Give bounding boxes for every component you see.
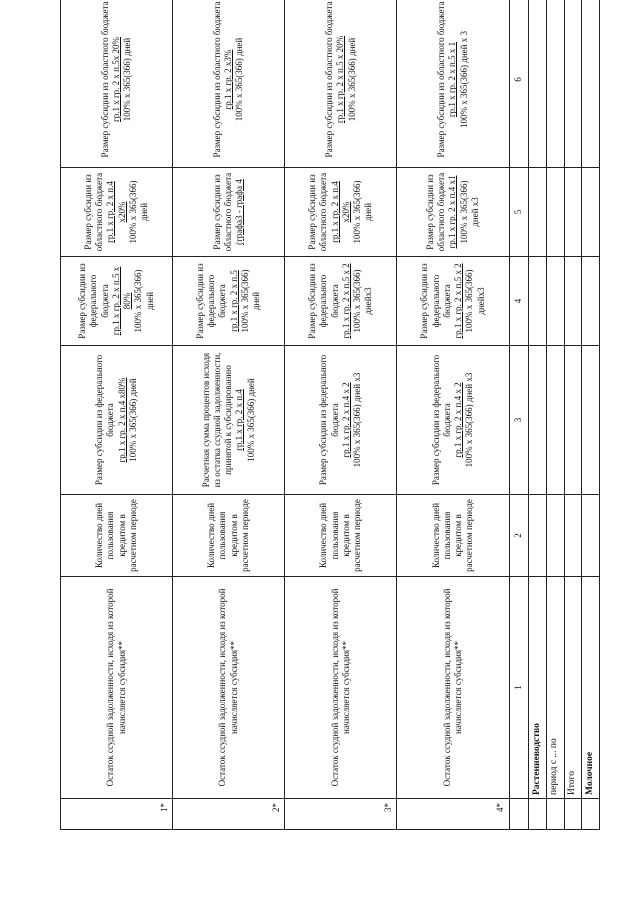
col5-cell bbox=[61, 168, 173, 257]
col4-cell bbox=[285, 257, 397, 346]
col4-cell-title: Размер субсидии из федерального бюджета bbox=[307, 263, 340, 339]
col5-cell-formula: гр.1 х гр. 2 х п.4 х20% bbox=[105, 181, 127, 243]
col6-cell-formula: гр.1 х гр. 2 х п.5 х 1 bbox=[447, 41, 458, 118]
rotated-table-sheet bbox=[60, 1, 600, 830]
summary-label-period: период с ... по bbox=[546, 577, 564, 799]
days-count-cell: Количество дней пользования кредитом в расчетном периоде bbox=[61, 495, 173, 577]
col6-cell bbox=[397, 0, 509, 168]
col4-cell bbox=[397, 257, 509, 346]
column-number: 3 bbox=[509, 346, 529, 495]
col5-cell-denominator: 100% х 365(366) дней х3 bbox=[458, 180, 480, 244]
col3-cell bbox=[61, 346, 173, 495]
summary-empty-cell bbox=[546, 168, 564, 257]
col6-cell-denominator: 100% х 365(366) дней bbox=[122, 37, 133, 122]
summary-empty-cell bbox=[546, 0, 564, 168]
subsidy-calculation-table bbox=[60, 0, 600, 830]
col5-cell bbox=[397, 168, 509, 257]
table-row bbox=[285, 0, 397, 830]
summary-row-blank bbox=[546, 799, 564, 830]
summary-empty-cell bbox=[529, 495, 547, 577]
col4-cell-title: Размер субсидии из федерального бюджета bbox=[419, 263, 452, 339]
col6-cell-formula: гр.1 х гр. 2 х п.5х 20% bbox=[110, 37, 121, 122]
col6-cell-formula: гр.1 х гр. 2 х3% bbox=[223, 49, 234, 110]
table-row bbox=[397, 0, 509, 830]
col6-cell-denominator: 100% х 365(366) дней bbox=[234, 37, 245, 122]
days-count-cell: Количество дней пользования кредитом в расчетном периоде bbox=[285, 495, 397, 577]
col3-cell-formula: гр.1 х гр. 2 х п.4 х 2 bbox=[340, 382, 351, 458]
col3-cell-denominator: 100% х 365(366) дней bbox=[245, 378, 256, 462]
loan-balance-cell: Остаток ссудной задолженности, исходя из которой начисляется субсидия** bbox=[397, 577, 509, 799]
col3-cell-title: Размер субсидии из федерального бюджета bbox=[94, 354, 116, 486]
col4-cell-denominator: 100% х 365(366) дней bbox=[239, 269, 262, 333]
summary-empty-cell bbox=[564, 346, 582, 495]
col5-cell bbox=[173, 168, 285, 257]
col5-cell-formula: гр.1 х гр. 2 х п.4 х1 bbox=[447, 175, 458, 249]
col3-cell-denominator: 100% х 365(366) дней bbox=[127, 378, 138, 462]
summary-row-blank bbox=[582, 799, 600, 830]
row-number: 2* bbox=[173, 799, 285, 830]
table-row bbox=[173, 0, 285, 830]
col6-cell-title: Размер субсидии из областного бюджета bbox=[324, 1, 335, 158]
col5-cell-denominator: 100% х 365(366) дней bbox=[127, 180, 150, 244]
col5-cell-title: Размер субсидии из областного бюджета bbox=[82, 172, 105, 252]
summary-label-rast: Растениеводство bbox=[529, 577, 547, 799]
table-row bbox=[61, 0, 173, 830]
column-number: 6 bbox=[509, 0, 529, 168]
col6-cell-title: Размер субсидии из областного бюджета bbox=[99, 1, 110, 158]
summary-label-moloch: Молочное bbox=[582, 577, 600, 799]
summary-empty-cell bbox=[546, 346, 564, 495]
col5-cell-formula: (графа3 - графа 4 bbox=[234, 179, 245, 245]
loan-balance-cell: Остаток ссудной задолженности, исходя из которой начисляется субсидия** bbox=[61, 577, 173, 799]
col5-cell bbox=[285, 168, 397, 257]
row-number: 4* bbox=[397, 799, 509, 830]
column-number: 5 bbox=[509, 168, 529, 257]
col4-cell bbox=[61, 257, 173, 346]
col3-cell-denominator: 100% х 365(366) дней х3 bbox=[352, 372, 363, 468]
column-number-blank bbox=[509, 799, 529, 830]
summary-row-itogo bbox=[564, 0, 582, 830]
summary-empty-cell bbox=[582, 495, 600, 577]
summary-empty-cell bbox=[564, 0, 582, 168]
col3-cell-formula: гр.1 х гр. 2 х п.4 х80% bbox=[116, 377, 127, 463]
summary-row-period bbox=[546, 0, 564, 830]
col3-cell-formula: гр.1 х гр. 2 х п.4 bbox=[234, 389, 245, 451]
row-number: 1* bbox=[61, 799, 173, 830]
col4-cell-formula: гр.1 х гр. 2 х п.5 х 2 bbox=[340, 263, 351, 339]
col5-cell-formula: гр.1 х гр. 2 х п.4 х20% bbox=[329, 181, 351, 243]
summary-row-moloch bbox=[582, 0, 600, 830]
summary-empty-cell bbox=[582, 257, 600, 346]
col6-cell-denominator: 100% х 365(366) дней х 3 bbox=[458, 31, 469, 128]
col5-cell-title: Размер субсидии из областного бюджета bbox=[211, 172, 234, 252]
column-number-row bbox=[509, 0, 529, 830]
loan-balance-cell: Остаток ссудной задолженности, исходя из которой начисляется субсидия** bbox=[285, 577, 397, 799]
col3-cell bbox=[173, 346, 285, 495]
summary-empty-cell bbox=[564, 495, 582, 577]
col6-cell-formula: гр.1 х гр. 2 х п.5 х 20% bbox=[335, 35, 346, 124]
col3-cell bbox=[285, 346, 397, 495]
col6-cell bbox=[173, 0, 285, 168]
col4-cell-formula: гр.1 х гр. 2 х п.5 bbox=[228, 270, 239, 332]
summary-empty-cell bbox=[529, 0, 547, 168]
summary-empty-cell bbox=[564, 168, 582, 257]
summary-row-blank bbox=[529, 799, 547, 830]
summary-empty-cell bbox=[582, 168, 600, 257]
col3-cell-title: Размер субсидии из федерального бюджета bbox=[318, 354, 340, 486]
column-number: 1 bbox=[509, 577, 529, 799]
summary-empty-cell bbox=[529, 168, 547, 257]
row-number: 3* bbox=[285, 799, 397, 830]
col4-cell-title: Размер субсидии из федерального бюджета bbox=[194, 263, 228, 339]
col3-cell-title: Размер субсидии из федерального бюджета bbox=[430, 354, 452, 486]
col3-cell-formula: гр.1 х гр. 2 х п.4 х 2 bbox=[453, 382, 464, 458]
column-number: 2 bbox=[509, 495, 529, 577]
col4-cell bbox=[173, 257, 285, 346]
col3-cell bbox=[397, 346, 509, 495]
summary-row-rast bbox=[529, 0, 547, 830]
col6-cell-title: Размер субсидии из областного бюджета bbox=[436, 1, 447, 158]
summary-empty-cell bbox=[582, 0, 600, 168]
summary-empty-cell bbox=[546, 257, 564, 346]
col6-cell bbox=[61, 0, 173, 168]
col4-cell-title: Размер субсидии из федерального бюджета bbox=[77, 263, 110, 339]
col4-cell-denominator: 100% х 365(366) дней bbox=[133, 269, 155, 333]
loan-balance-cell: Остаток ссудной задолженности, исходя из которой начисляется субсидия** bbox=[173, 577, 285, 799]
summary-empty-cell bbox=[529, 346, 547, 495]
summary-row-blank bbox=[564, 799, 582, 830]
col5-cell-title: Размер субсидии из областного бюджета bbox=[424, 172, 447, 252]
col4-cell-formula: гр.1 х гр. 2 х п.5 х 2 bbox=[453, 263, 464, 339]
col3-cell-denominator: 100% х 365(366) дней х3 bbox=[464, 372, 475, 468]
days-count-cell: Количество дней пользования кредитом в расчетном периоде bbox=[173, 495, 285, 577]
column-number: 4 bbox=[509, 257, 529, 346]
summary-empty-cell bbox=[564, 257, 582, 346]
col4-cell-denominator: 100% х 365(366) днейх3 bbox=[352, 269, 374, 333]
col6-cell-title: Размер субсидии из областного бюджета bbox=[211, 1, 222, 158]
summary-label-itogo: Итого bbox=[564, 577, 582, 799]
summary-empty-cell bbox=[582, 346, 600, 495]
col5-cell-denominator: 100% х 365(366) дней bbox=[352, 180, 374, 244]
col3-cell-title: Расчетная сумма процентов исходя из остатка ссудной задолженности, принятой к субсидированию bbox=[200, 352, 234, 488]
summary-empty-cell bbox=[546, 495, 564, 577]
summary-empty-cell bbox=[529, 257, 547, 346]
col6-cell bbox=[285, 0, 397, 168]
col6-cell-denominator: 100% х 365(366) дней bbox=[346, 37, 357, 122]
days-count-cell: Количество дней пользования кредитом в расчетном периоде bbox=[397, 495, 509, 577]
col4-cell-denominator: 100% х 365(366) днейх3 bbox=[464, 269, 486, 333]
col5-cell-title: Размер субсидии из областного бюджета bbox=[307, 172, 329, 252]
col4-cell-formula: гр.1 х гр. 2 х п.5 х 80% bbox=[110, 266, 133, 336]
